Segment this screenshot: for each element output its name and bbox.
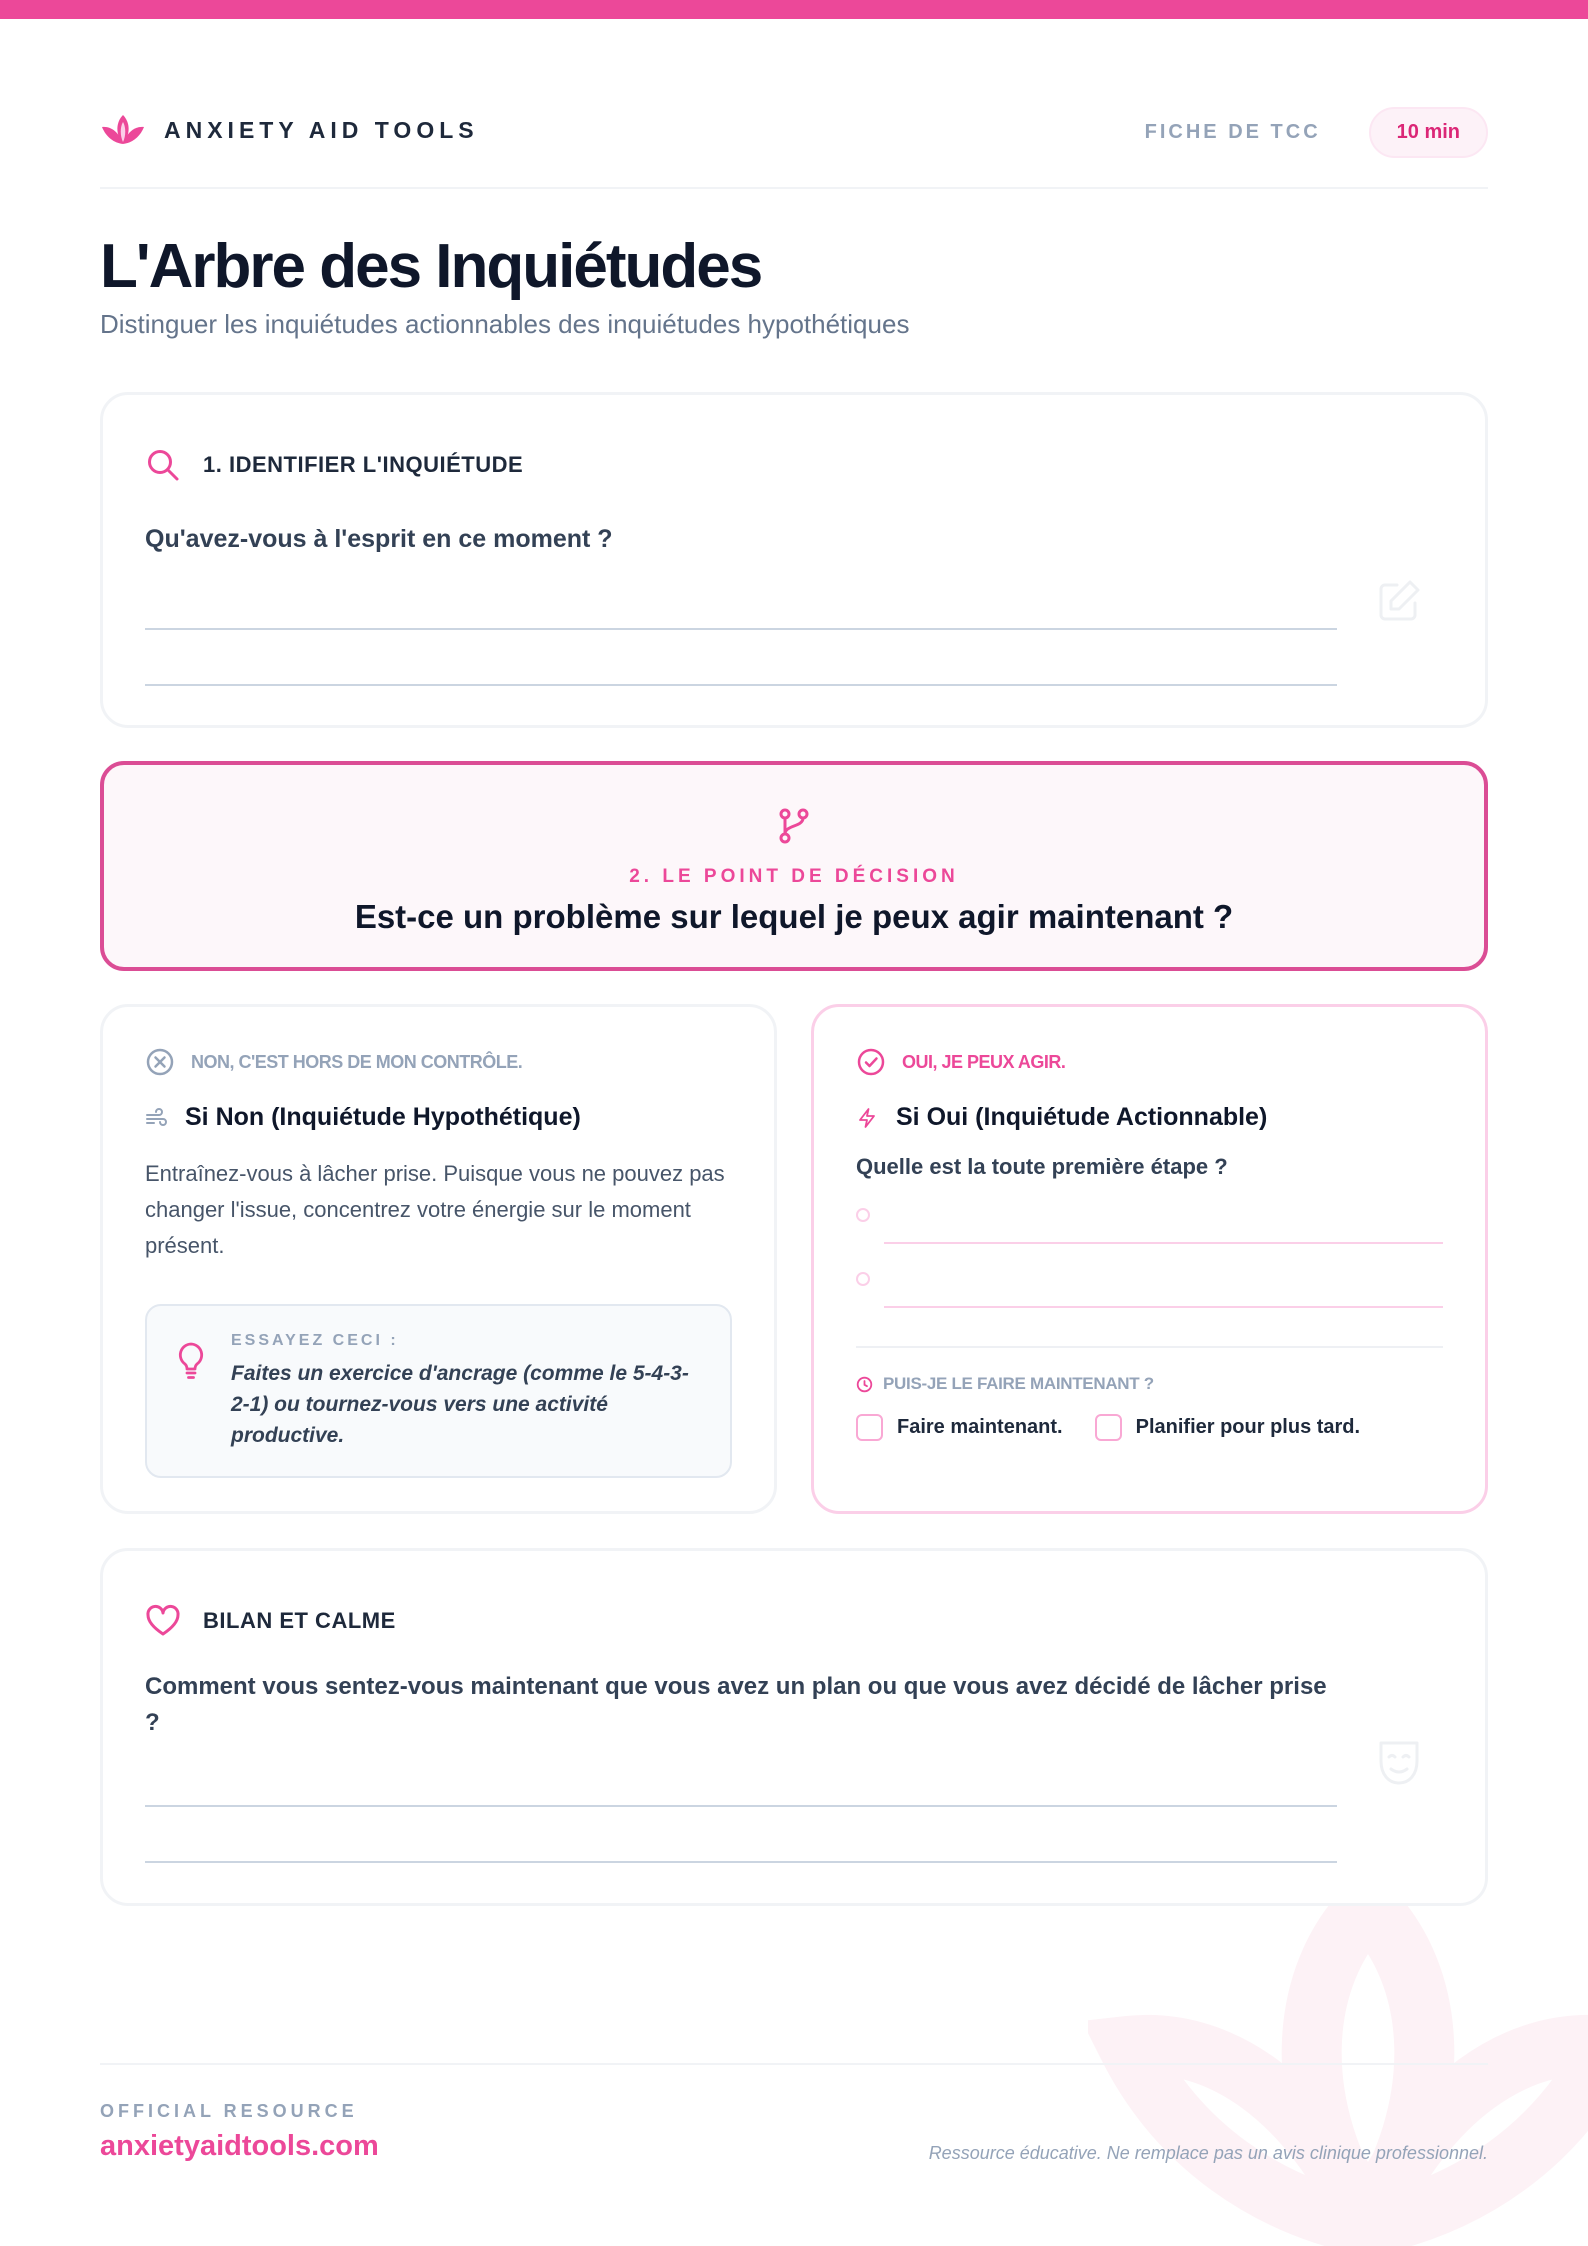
divider [856,1346,1443,1348]
no-branch-tag [145,1047,732,1077]
timing-options [856,1414,1443,1441]
bullet-dot [856,1272,870,1286]
no-branch-title-text: Si Non (Inquiétude Hypothétique) [185,1103,581,1132]
yes-branch-title-text: Si Oui (Inquiétude Actionnable) [896,1103,1268,1132]
decision-point-card [100,761,1488,971]
heart-icon [145,1603,181,1639]
can-do-now-label: PUIS-JE LE FAIRE MAINTENANT ? [883,1374,1154,1394]
yes-branch-tag [856,1047,1443,1077]
schedule-later-checkbox[interactable] [1095,1414,1360,1441]
review-question: Comment vous sentez-vous maintenant que vous avez un plan ou que vous avez décidé de lâcher prise ? [145,1673,1327,1737]
header [100,19,1488,189]
footer [100,2063,1488,2163]
x-circle-icon [145,1047,175,1077]
step-answer-line[interactable] [856,1278,1443,1308]
review-answer-lines[interactable] [145,1805,1443,1863]
do-now-checkbox[interactable] [856,1414,1063,1441]
no-branch-body: Entraînez-vous à lâcher prise. Puisque vous ne pouvez pas changer l'issue, concentrez votre énergie sur le moment présent. [145,1161,725,1259]
checkbox-box[interactable] [856,1414,883,1441]
worksheet-page [100,19,1488,1906]
page-title: L'Arbre des Inquiétudes [100,232,762,301]
try-this-tip [145,1304,732,1478]
lotus-icon [100,112,146,148]
answer-line[interactable] [145,1805,1337,1807]
review-header [145,1603,1443,1639]
footer-disclaimer: Ressource éducative. Ne remplace pas un avis clinique professionnel. [928,2143,1488,2163]
branches [100,1004,1488,1514]
wind-icon [145,1107,167,1129]
sheet-type-label: FICHE DE TCC [1144,121,1321,143]
top-accent-bar [0,0,1588,19]
no-branch-tag-label: NON, C'EST HORS DE MON CONTRÔLE. [191,1051,523,1072]
edit-icon [1375,577,1423,625]
identify-worry-question: Qu'avez-vous à l'esprit en ce moment ? [145,525,613,554]
yes-branch-title [856,1103,1443,1132]
yes-branch-tag-label: OUI, JE PEUX AGIR. [902,1051,1066,1072]
review-card [100,1548,1488,1906]
identify-worry-header [145,447,1443,483]
can-do-now-question [856,1374,1443,1394]
schedule-later-label: Planifier pour plus tard. [1135,1416,1361,1439]
identify-worry-answer-lines[interactable] [145,628,1443,686]
no-branch-title [145,1103,732,1132]
footer-label: OFFICIAL RESOURCE [100,2101,358,2121]
checkbox-box[interactable] [1095,1414,1122,1441]
mask-icon [1375,1737,1423,1789]
step-answer-line[interactable] [856,1214,1443,1244]
search-icon [145,447,181,483]
answer-line[interactable] [145,1861,1337,1863]
brand-name: ANXIETY AID TOOLS [164,116,479,143]
first-step-question: Quelle est la toute première étape ? [856,1154,1228,1180]
page-subtitle: Distinguer les inquiétudes actionnables des inquiétudes hypothétiques [100,309,910,340]
clock-icon [856,1376,873,1393]
tip-label: ESSAYEZ CECI : [231,1332,399,1350]
do-now-label: Faire maintenant. [897,1416,1063,1439]
git-branch-icon [776,807,812,845]
check-circle-icon [856,1047,886,1077]
duration-badge: 10 min [1369,107,1488,158]
answer-line[interactable] [145,684,1337,686]
brand [100,112,479,148]
lightbulb-icon [173,1340,209,1380]
no-branch-card [100,1004,777,1514]
bullet-dot [856,1208,870,1222]
header-meta [1145,107,1488,158]
yes-branch-card [811,1004,1488,1514]
identify-worry-card [100,392,1488,728]
answer-line[interactable] [145,628,1337,630]
lightning-icon [856,1107,878,1129]
review-title: BILAN ET CALME [203,1608,396,1634]
tip-text: Faites un exercice d'ancrage (comme le 5-4-3-2-1) ou tournez-vous vers une activité productive. [231,1362,689,1448]
decision-kicker: 2. LE POINT DE DÉCISION [629,866,959,888]
decision-question: Est-ce un problème sur lequel je peux agir maintenant ? [354,898,1234,936]
identify-worry-title: 1. IDENTIFIER L'INQUIÉTUDE [203,452,524,478]
footer-site-link[interactable]: anxietyaidtools.com [100,2130,379,2162]
